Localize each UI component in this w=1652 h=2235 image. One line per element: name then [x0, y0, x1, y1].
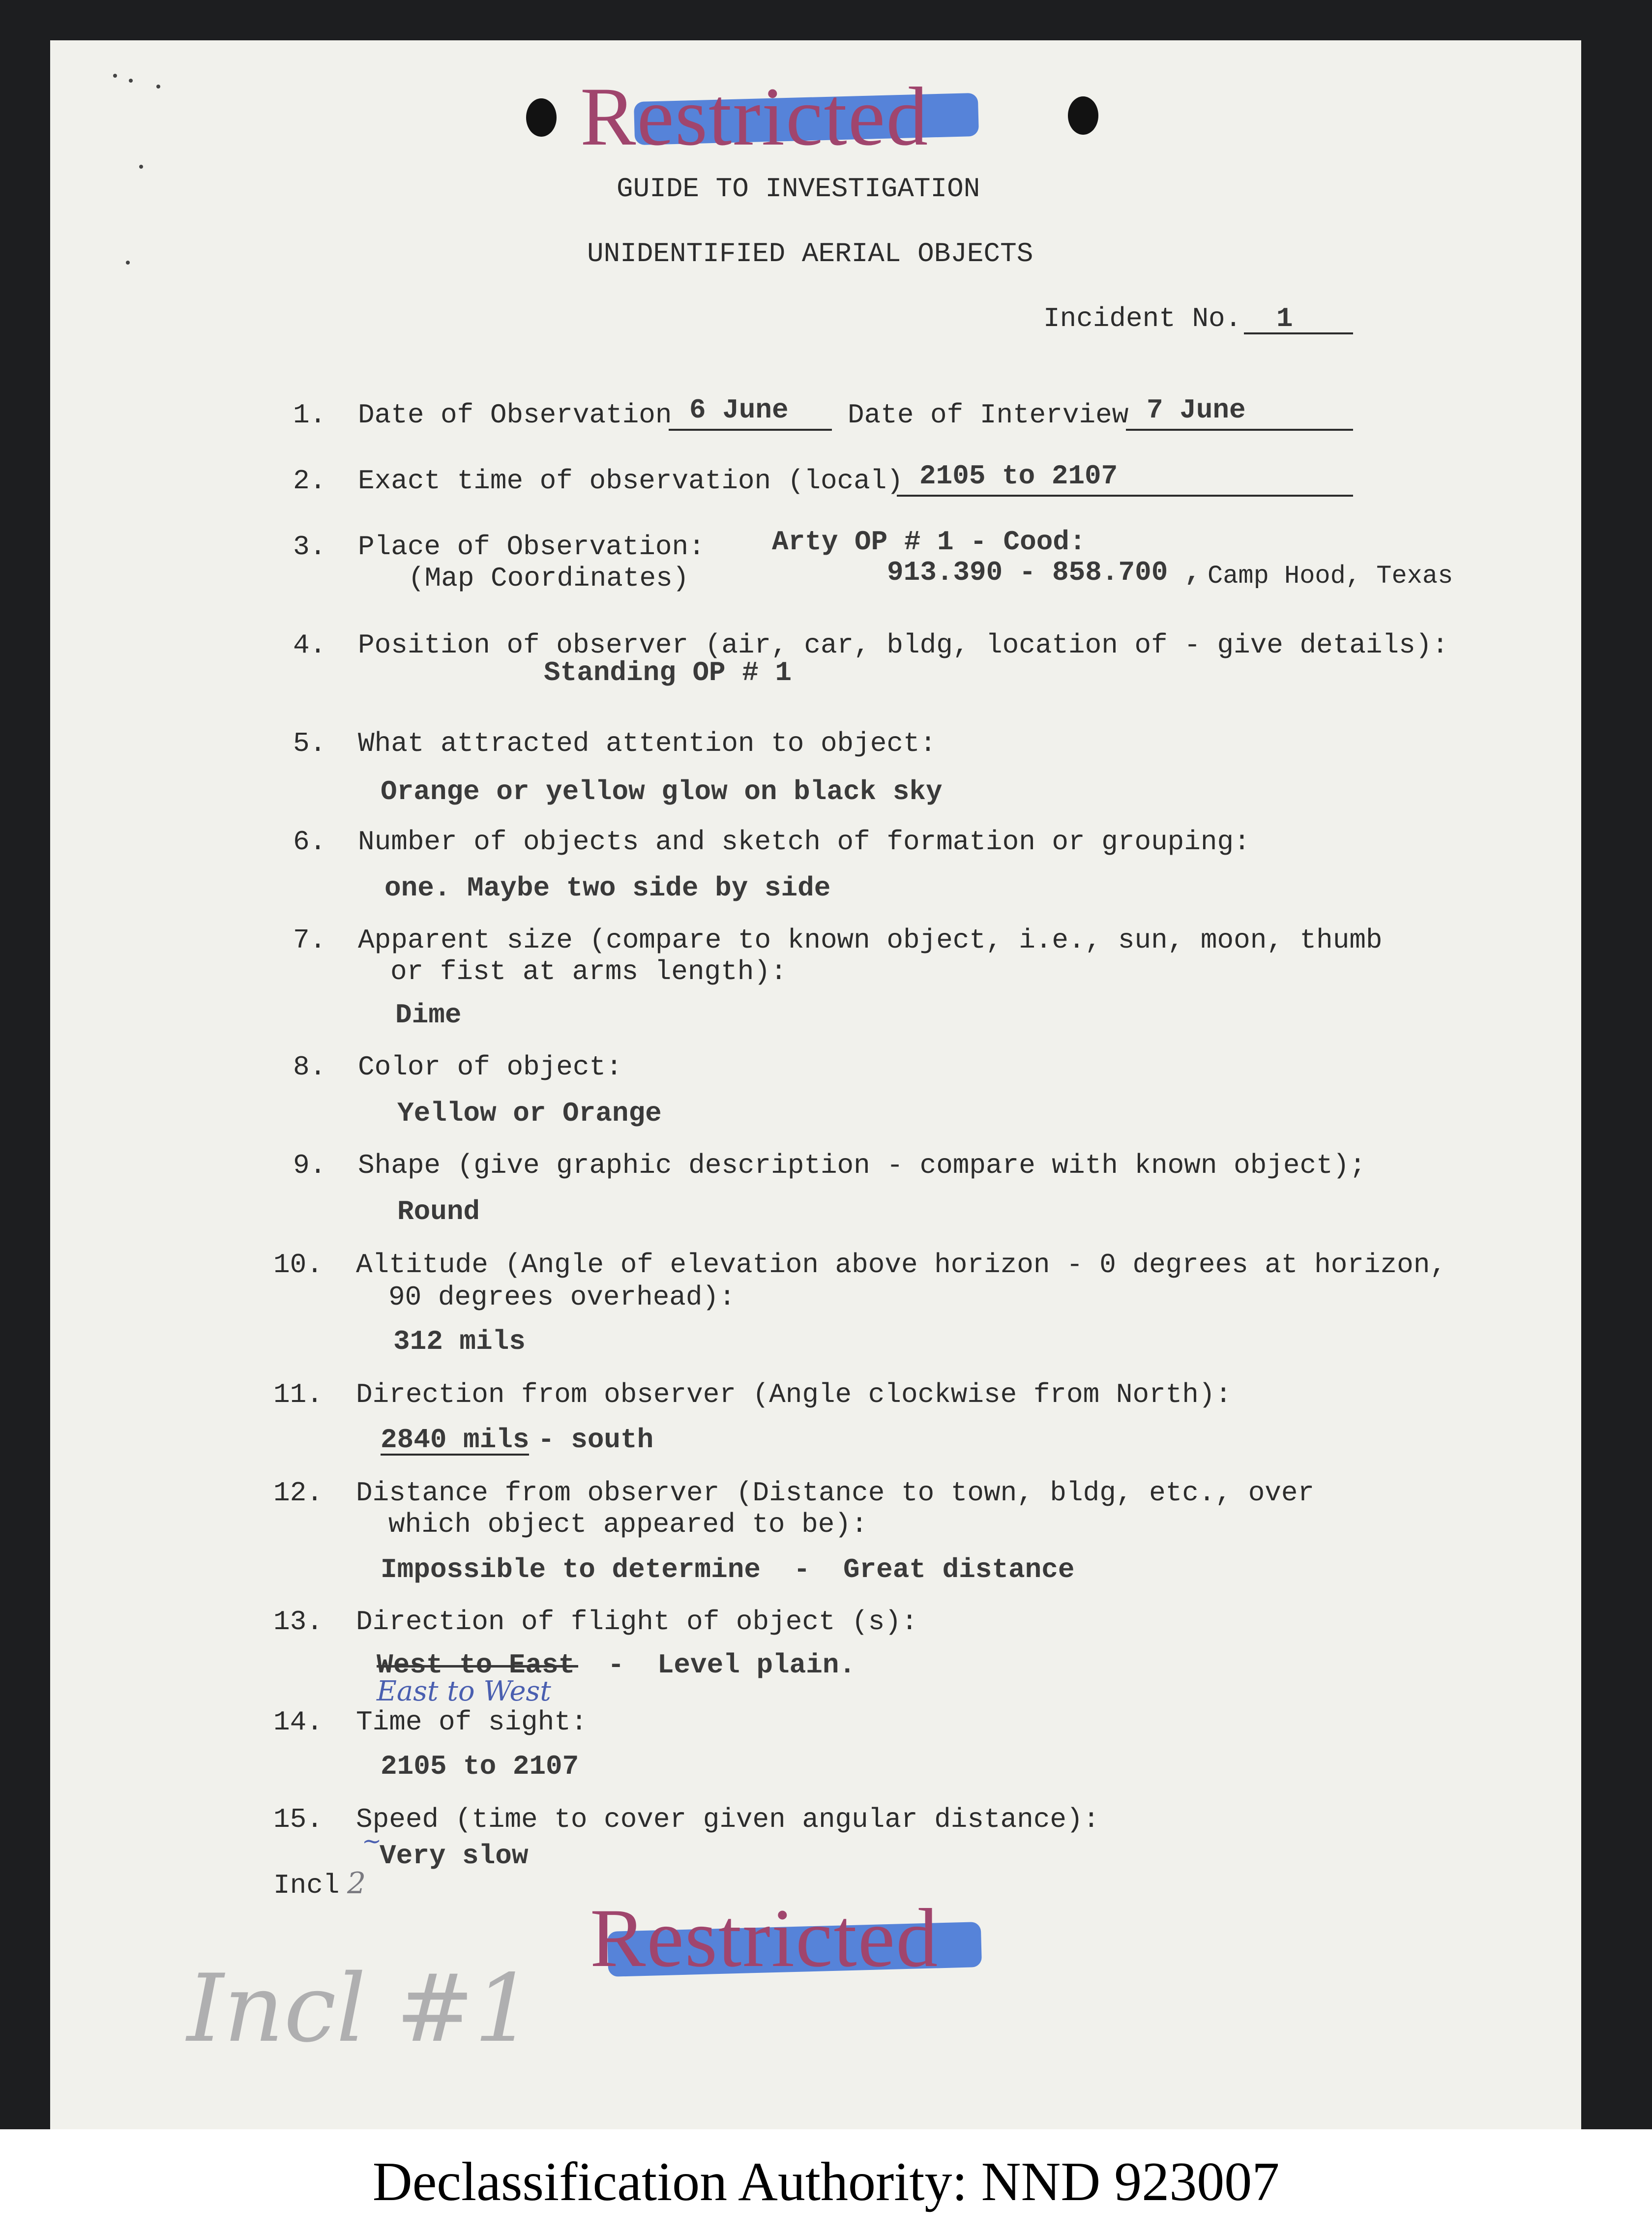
speck [139, 165, 143, 169]
position-observer-label: Position of observer (air, car, bldg, location of - give details): [358, 629, 1448, 661]
insertion-mark: ~ [362, 1827, 382, 1855]
attention-value: Orange or yellow glow on black sky [381, 776, 943, 807]
flight-direction-struck: West to East [377, 1649, 575, 1681]
date-observation-value: 6 June [689, 394, 789, 426]
speck [113, 74, 117, 78]
incident-label: Incident No. [1043, 303, 1242, 334]
item-number: 12. [273, 1477, 323, 1509]
distance-label-cont: which object appeared to be): [388, 1509, 868, 1540]
date-interview-label: Date of Interview [848, 399, 1129, 431]
map-coordinates-label: (Map Coordinates) [408, 563, 689, 594]
declassification-footer: Declassification Authority: NND 923007 [372, 2151, 1280, 2212]
punch-hole-right [1068, 96, 1098, 135]
item-number: 1. [293, 399, 326, 431]
item-number: 3. [293, 531, 326, 563]
incident-number: 1 [1276, 303, 1293, 334]
shape-value: Round [397, 1196, 480, 1227]
item-number: 14. [273, 1706, 323, 1738]
flight-direction-label: Direction of flight of object (s): [356, 1606, 918, 1638]
item-number: 8. [293, 1051, 326, 1083]
number-objects-label: Number of objects and sketch of formation or grouping: [358, 826, 1250, 858]
speck [129, 79, 133, 83]
item-number: 13. [273, 1606, 323, 1638]
item-number: 4. [293, 629, 326, 661]
time-sight-value: 2105 to 2107 [381, 1751, 579, 1782]
altitude-value: 312 mils [393, 1326, 526, 1357]
top-restricted-stamp: Restricted [580, 70, 929, 163]
date-observation-line [669, 429, 832, 431]
date-interview-line [1126, 429, 1353, 431]
apparent-size-label: Apparent size (compare to known object, i.e., sun, moon, thumb [358, 924, 1383, 956]
place-suffix: Camp Hood, Texas [1208, 562, 1453, 591]
speck [126, 261, 130, 265]
position-observer-value: Standing OP # 1 [544, 657, 792, 688]
item-number: 15. [273, 1804, 323, 1835]
shape-label: Shape (give graphic description - compare with known object); [358, 1150, 1366, 1181]
date-interview-value: 7 June [1147, 394, 1246, 426]
incident-line [1244, 332, 1353, 334]
item-number: 2. [293, 465, 326, 497]
place-observation-value: Arty OP # 1 - Cood: [772, 526, 1086, 558]
speed-value: Very slow [380, 1840, 529, 1872]
form-subtitle: UNIDENTIFIED AERIAL OBJECTS [587, 238, 1033, 269]
direction-label: Direction from observer (Angle clockwise from North): [356, 1379, 1232, 1410]
time-sight-label: Time of sight: [356, 1706, 588, 1738]
punch-hole-left [526, 98, 557, 137]
item-number: 9. [293, 1150, 326, 1181]
speck [156, 85, 160, 89]
item-number: 7. [293, 924, 326, 956]
color-value: Yellow or Orange [397, 1098, 662, 1129]
handwritten-correction: East to West [377, 1675, 551, 1707]
altitude-label-cont: 90 degrees overhead): [388, 1281, 736, 1313]
map-coordinates-value: 913.390 - 858.700 , [887, 557, 1201, 588]
flight-direction-value: - Level plain. [608, 1649, 856, 1681]
direction-value-rest: - south [538, 1424, 654, 1456]
color-label: Color of object: [358, 1051, 622, 1083]
time-observation-line [897, 495, 1353, 497]
item-number: 10. [273, 1249, 323, 1281]
distance-label: Distance from observer (Distance to town, bldg, etc., over [356, 1477, 1315, 1509]
apparent-size-value: Dime [395, 999, 462, 1031]
time-observation-label: Exact time of observation (local) [358, 465, 903, 497]
number-objects-value: one. Maybe two side by side [384, 872, 831, 904]
pencil-note: Incl #1 [187, 1954, 534, 2063]
item-number: 11. [273, 1379, 323, 1410]
altitude-label: Altitude (Angle of elevation above horizon - 0 degrees at horizon, [356, 1249, 1446, 1281]
time-observation-value: 2105 to 2107 [919, 460, 1118, 492]
distance-value: Impossible to determine - Great distance [381, 1554, 1075, 1585]
incl-label: Incl [273, 1870, 340, 1901]
speed-label: Speed (time to cover given angular distance): [356, 1804, 1100, 1835]
place-observation-label: Place of Observation: [358, 531, 705, 563]
apparent-size-label-cont: or fist at arms length): [390, 956, 787, 987]
form-title: GUIDE TO INVESTIGATION [617, 173, 980, 205]
direction-value-underlined: 2840 mils [381, 1424, 530, 1456]
bottom-restricted-stamp: Restricted [590, 1892, 939, 1984]
attention-label: What attracted attention to object: [358, 728, 937, 759]
date-observation-label: Date of Observation [358, 399, 672, 431]
incl-handwritten: 2 [347, 1866, 366, 1901]
item-number: 6. [293, 826, 326, 858]
strikethrough-line [377, 1665, 578, 1668]
item-number: 5. [293, 728, 326, 759]
